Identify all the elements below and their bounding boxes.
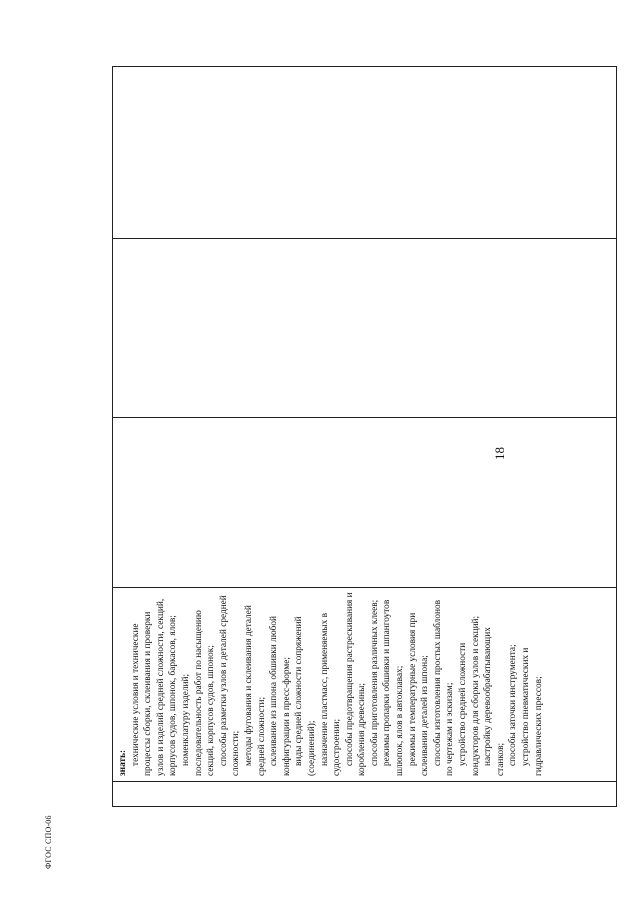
knowledge-line: технические условия и технические <box>130 623 141 766</box>
table-cell-empty-3 <box>113 67 617 239</box>
knowledge-line: способы предотвращения растрескивания и <box>344 592 355 766</box>
knowledge-line: настройку деревообрабатывающих <box>483 627 494 766</box>
knowledge-line: корпусов судов, шпонок, баркасов, ялов; <box>168 615 179 776</box>
knowledge-line: способы приготовления различных клеев; <box>369 599 380 766</box>
knowledge-line: по чертежам и эскизам; <box>445 682 456 776</box>
knowledge-line: устройство пневматических и <box>521 647 531 766</box>
knowledge-line: номенклатуру изделий; <box>180 673 191 766</box>
curriculum-table <box>112 66 617 807</box>
knowledge-line: судостроении; <box>332 718 343 776</box>
knowledge-line: методы фугования и склеивания деталей <box>243 605 254 766</box>
knowledge-line: способы разметки узлов и деталей средней <box>218 595 229 766</box>
knowledge-line: режимы и температурные условия при <box>407 612 418 766</box>
knowledge-line: способы заточки инструмента; <box>508 644 519 766</box>
table-cell-index <box>113 782 617 807</box>
knowledge-line: последовательность работ по насыщению <box>193 610 204 776</box>
knowledge-line: узлов и изделий средней сложности, секций, <box>155 598 166 776</box>
knowledge-line: средней сложности; <box>256 696 267 776</box>
knowledge-line: процессы сборки, склеивания и проверки <box>143 611 154 776</box>
knowledge-line: (соединений); <box>306 720 317 776</box>
knowledge-line: станков; <box>495 742 506 776</box>
knowledge-line: виды средней сложности сопряжений <box>294 616 305 766</box>
table-cell-empty-1 <box>113 418 617 588</box>
knowledge-line: склеивании деталей из шпона; <box>420 655 431 776</box>
knowledge-line: шлюпок, ялов в автоклавах; <box>395 665 406 776</box>
page-number: 18 <box>492 447 507 460</box>
knowledge-line: конфигурации в пресс-форме; <box>281 657 292 776</box>
footer-label: ФГОС СПО-06 <box>44 815 53 869</box>
knowledge-heading: знать: <box>118 749 128 776</box>
knowledge-line: гидравлических прессов; <box>533 676 544 776</box>
knowledge-line: сложности; <box>231 730 242 776</box>
table-cell-empty-2 <box>113 239 617 418</box>
knowledge-line: назначение пластмасс, применяемых в <box>319 613 330 766</box>
knowledge-line: режимы пропарки обшивки и шпангоутов <box>382 599 393 766</box>
knowledge-line: коробления древесины; <box>357 683 368 776</box>
table-cell-knowledge <box>113 588 617 782</box>
knowledge-line: секций, корпусов судов, шпонок; <box>206 645 217 776</box>
knowledge-line: устройство средней сложности <box>458 642 469 766</box>
knowledge-text <box>113 588 545 781</box>
knowledge-line: способы изготовления простых шаблонов <box>432 600 443 766</box>
knowledge-line: склеивание из шпона обшивки любой <box>269 615 280 766</box>
knowledge-line: кондукторов для сборки узлов и секций; <box>470 615 481 776</box>
table-row <box>113 67 617 807</box>
